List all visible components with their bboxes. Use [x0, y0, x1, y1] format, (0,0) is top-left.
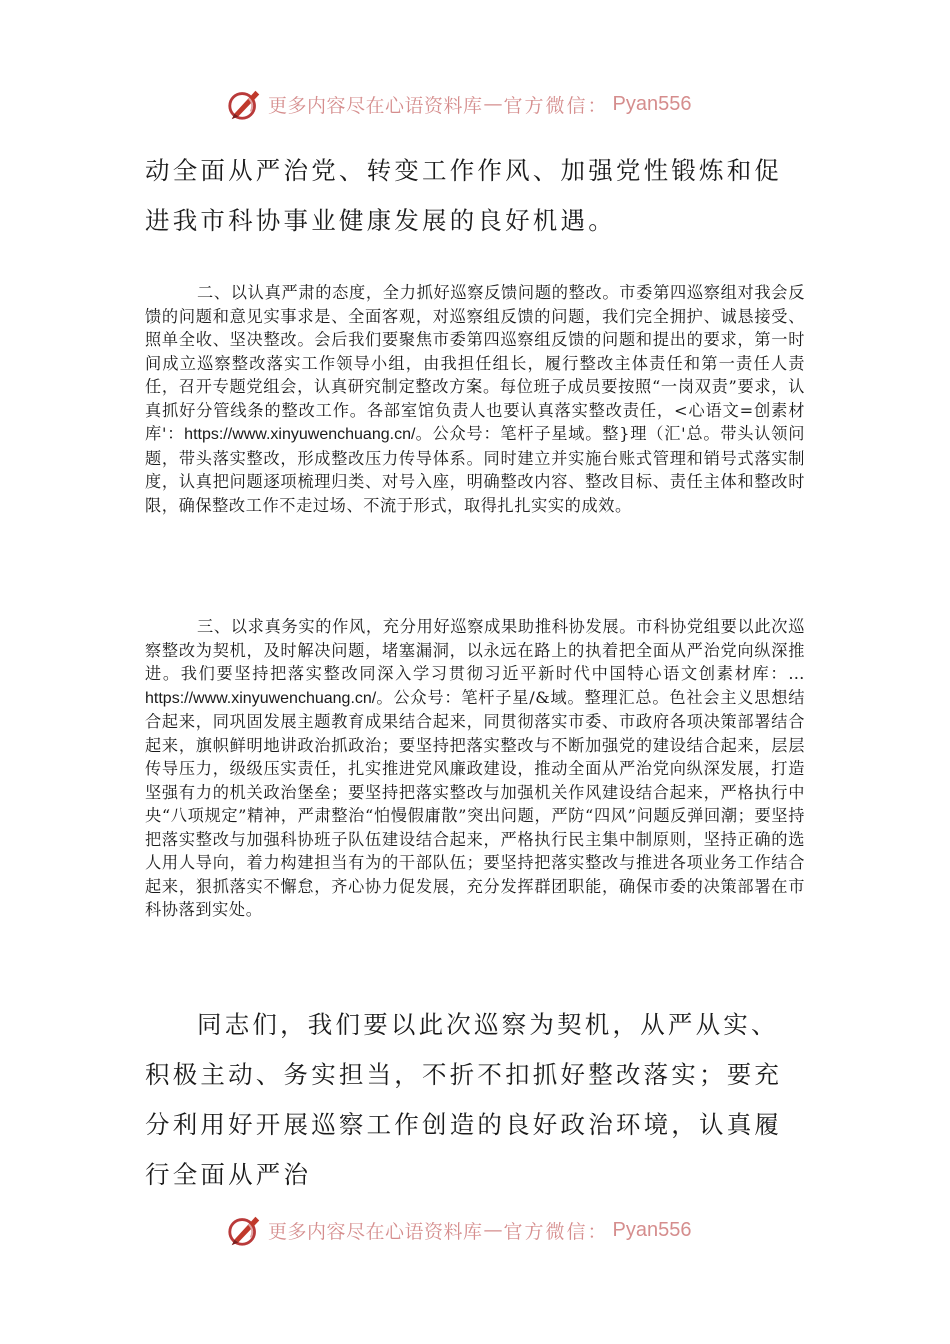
paragraph-2	[145, 281, 805, 517]
paragraph-2-text-a: 二、以认真严肃的态度，全力抓好巡察反馈问题的整改。市委第四巡察组对我会反馈的问题和意见实事求是、全面客观，对巡察组反馈的问题，我们完全拥护、诚恳接受、照单全收、坚决整改。会后我们要聚焦市委第四巡察组反馈的问题和提出的要求，第一时间成立巡察整改落实工作领导小组，由我担任组长，履行整改主体责任和第一责任人责任，召开专题党组会，认真研究制定整改方案。每位班子成员要按照“一岗双责”要求，认真抓好分管线条的整改工作。各部室馆负责人也要认真落实整改责任，<心语文=创素材库'：	[145, 283, 805, 443]
pen-logo-icon	[226, 85, 264, 123]
paragraph-3-text-a: 三、以求真务实的作风，充分用好巡察成果助推科协发展。市科协党组要以此次巡察整改为契机，及时解决问题，堵塞漏洞，以永远在路上的执着把全面从严治党向纵深推进。我们要坚持把落实整改同深入学习贯彻习近平新时代中国特心语文创素材库：…	[145, 617, 805, 683]
paragraph-2-url: https://www.xinyuwenchuang.cn/	[184, 426, 416, 443]
footer-watermark-banner	[226, 1210, 746, 1250]
banner-text-cn: 更多内容尽在心语资料库	[268, 1220, 483, 1243]
paragraph-2-text-b: 。公众号：笔杆子星域。整}理（汇'总。带头认领问题，带头落实整改，形成整改压力传导体系。同时建立并实施台账式管理和销号式落实制度，认真把问题逐项梳理归类、对号入座，明确整改内容、整改目标、责任主体和整改时限，确保整改工作不走过场、不流于形式，取得扎扎实实的成效。	[145, 424, 805, 515]
banner-text-cn: 更多内容尽在心语资料库	[268, 94, 483, 117]
banner-wechat-id: Pyan556	[612, 92, 692, 115]
paragraph-3	[145, 615, 805, 922]
paragraph-4: 同志们，我们要以此次巡察为契机，从严从实、积极主动、务实担当，不折不扣抓好整改落实；要充分利用好开展巡察工作创造的良好政治环境，认真履行全面从严治	[145, 1010, 783, 1189]
banner-dash: —	[483, 1219, 503, 1241]
pen-logo-icon	[226, 1211, 264, 1249]
banner-text-wechat: 官方微信：	[503, 1220, 609, 1243]
paragraph-3-url: https://www.xinyuwenchuang.cn/	[145, 689, 377, 707]
header-watermark-banner	[226, 84, 746, 124]
banner-dash: —	[483, 93, 503, 115]
paragraph-1: 动全面从严治党、转变工作作风、加强党性锻炼和促进我市科协事业健康发展的良好机遇。	[145, 156, 783, 235]
banner-text-wechat: 官方微信：	[503, 94, 609, 117]
banner-wechat-id: Pyan556	[612, 1218, 692, 1241]
paragraph-3-text-b: 。公众号：笔杆子星/&域。整理汇总。色社会主义思想结合起来，同巩固发展主题教育成果结合起来，同贯彻落实市委、市政府各项决策部署结合起来，旗帜鲜明地讲政治抓政治；要坚持把落实整改与不断加强党的建设结合起来，层层传导压力，级级压实责任，扎实推进党风廉政建设，推动全面从严治党向纵深发展，打造坚强有力的机关政治堡垒；要坚持把落实整改与加强机关作风建设结合起来，严格执行中央“八项规定”精神，严肃整治“怕慢假庸散”突出问题，严防“四风”问题反弹回潮；要坚持把落实整改与加强科协班子队伍建设结合起来，严格执行民主集中制原则，坚持正确的选人用人导向，着力构建担当有为的干部队伍；要坚持把落实整改与推进各项业务工作结合起来，狠抓落实不懈怠，齐心协力促发展，充分发挥群团职能，确保市委的决策部署在市科协落到实处。	[145, 687, 805, 919]
